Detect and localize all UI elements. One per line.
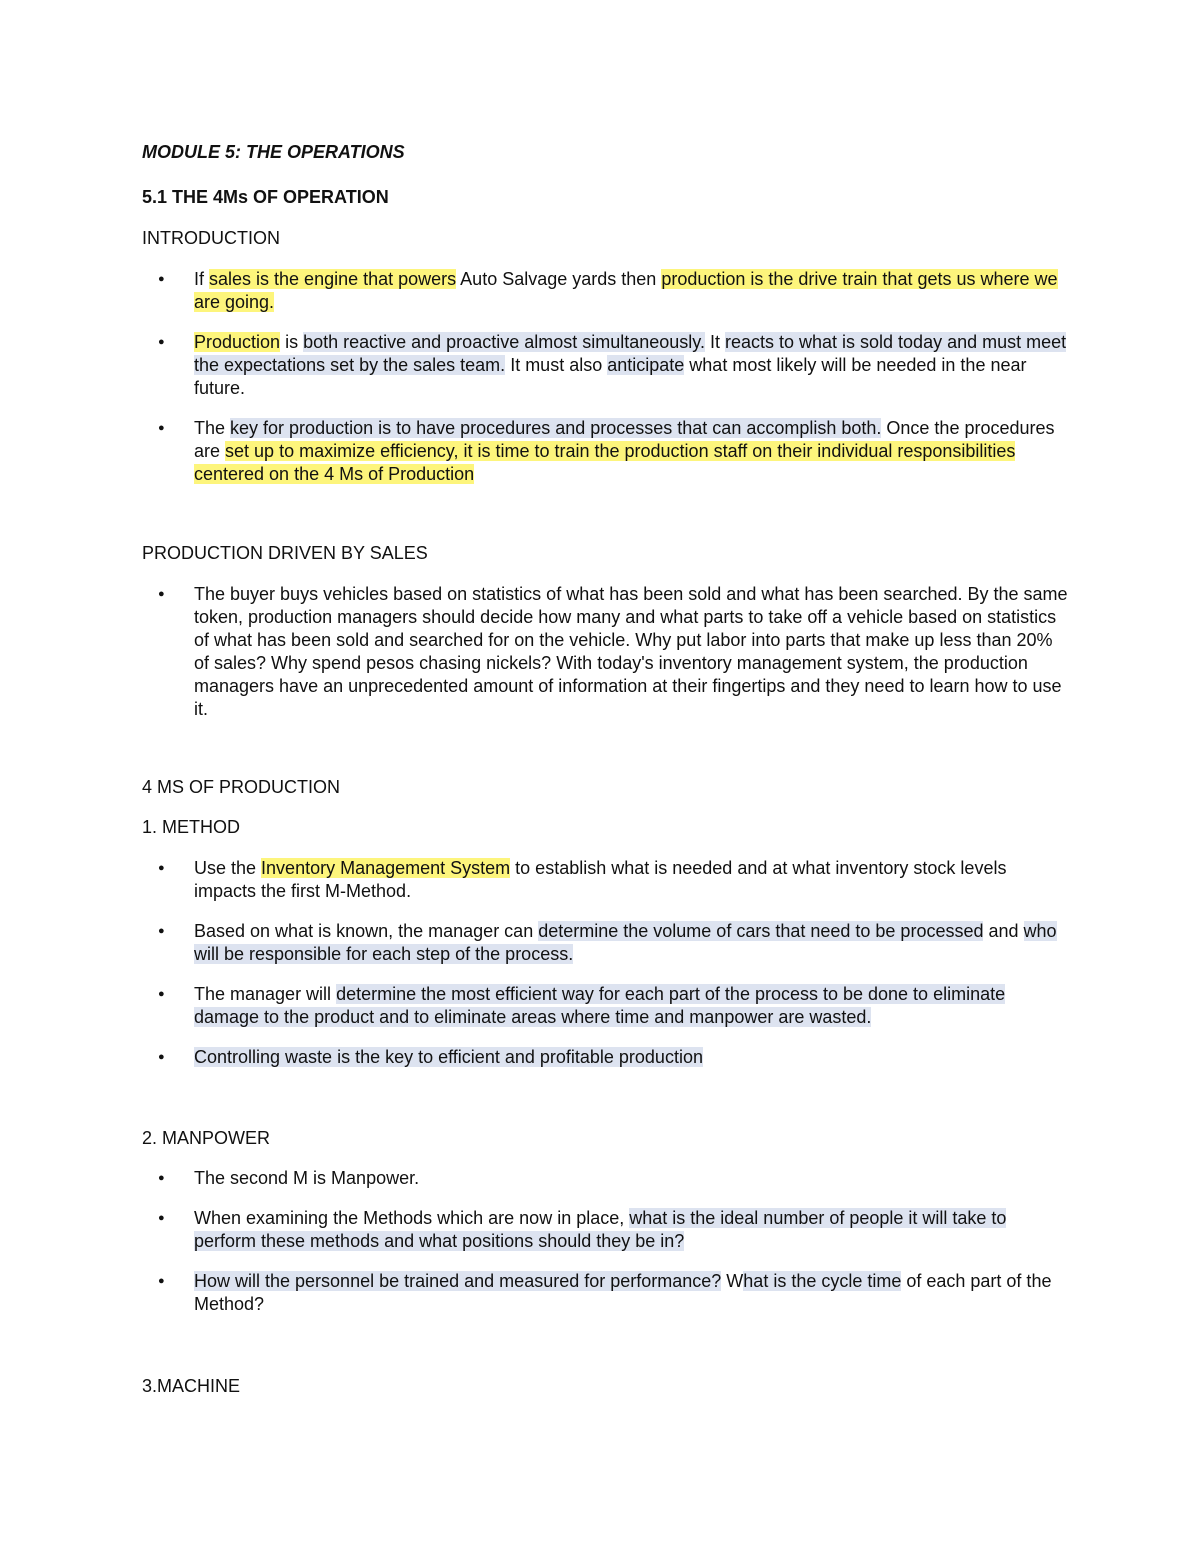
- method-list: [142, 857, 1072, 1086]
- intro-heading: INTRODUCTION: [142, 228, 280, 248]
- intro-list: [142, 268, 1072, 503]
- list-item: ● Use the Inventory Management System to establish what is needed and at what inventory stock levels impacts the first M-Method.: [142, 857, 1072, 903]
- manpower-heading: 2. MANPOWER: [142, 1128, 271, 1148]
- section-title: 5.1 THE 4Ms OF OPERATION: [142, 187, 389, 207]
- list-item: ● How will the personnel be trained and measured for performance? What is the cycle time of each part of the Method?: [142, 1270, 1072, 1316]
- list-item: ● The buyer buys vehicles based on statistics of what has been sold and what has been searched. By the same token, production managers should decide how many and what parts to take off a vehicle based on statistics of what has been sold and searched for on the vehicle. Why put labor into parts that make up less than 20% of sales? Why spend pesos chasing nickels? With today's inventory management system, the production managers have an unprecedented amount of information at their fingertips and they need to learn how to use it.: [142, 583, 1072, 721]
- module-title: MODULE 5: THE OPERATIONS: [142, 142, 405, 162]
- list-item: ● Controlling waste is the key to efficient and profitable production: [142, 1046, 1072, 1069]
- list-item: ● Production is both reactive and proactive almost simultaneously. It reacts to what is sold today and must meet the expectations set by the sales team. It must also anticipate what most likely will be needed in the near future.: [142, 331, 1072, 400]
- method-heading: 1. METHOD: [142, 817, 241, 837]
- list-item: ● Based on what is known, the manager can determine the volume of cars that need to be processed and who will be responsible for each step of the process.: [142, 920, 1072, 966]
- list-item: ● The key for production is to have procedures and processes that can accomplish both. Once the procedures are set up to maximize efficiency, it is time to train the production staff on their individual responsibilities centered on the 4 Ms of Production: [142, 417, 1072, 486]
- machine-heading: 3.MACHINE: [142, 1376, 241, 1396]
- list-item: ● The manager will determine the most efficient way for each part of the process to be done to eliminate damage to the product and to eliminate areas where time and manpower are wasted.: [142, 983, 1072, 1029]
- sales-list: [142, 583, 1072, 738]
- list-item: ● When examining the Methods which are now in place, what is the ideal number of people it will take to perform these methods and what positions should they be in?: [142, 1207, 1072, 1253]
- sales-heading: PRODUCTION DRIVEN BY SALES: [142, 543, 428, 563]
- list-item: ● If sales is the engine that powers Auto Salvage yards then production is the drive train that gets us where we are going.: [142, 268, 1072, 314]
- fourms-heading: 4 MS OF PRODUCTION: [142, 777, 341, 797]
- list-item: ● The second M is Manpower.: [142, 1167, 1072, 1190]
- manpower-list: [142, 1167, 1072, 1333]
